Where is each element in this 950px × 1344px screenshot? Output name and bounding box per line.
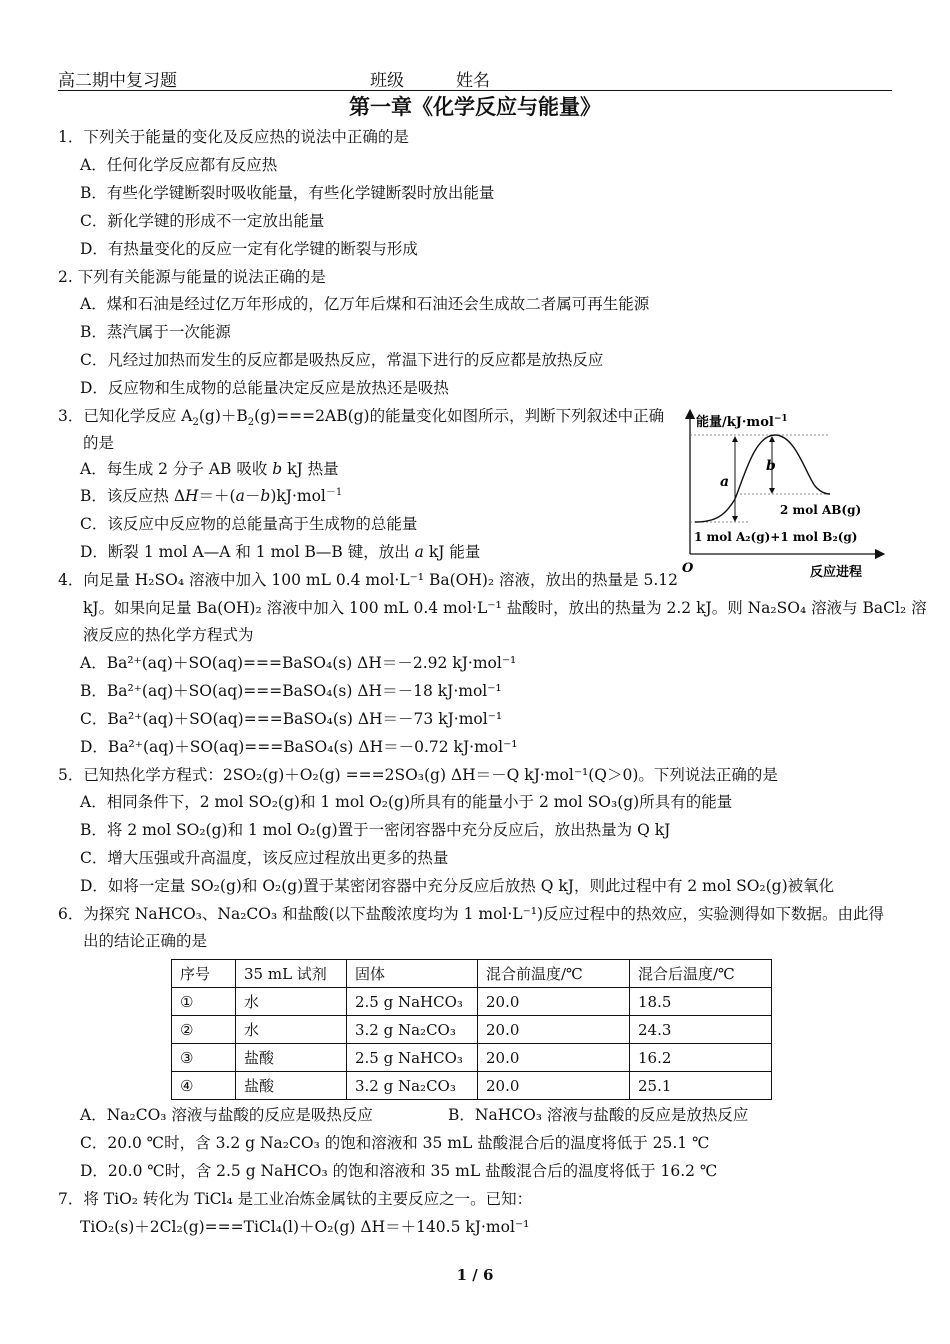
- table-cell: 2.5 g NaHCO₃: [347, 1044, 478, 1072]
- q1-stem: 1．下列关于能量的变化及反应热的说法中正确的是: [58, 128, 409, 146]
- q4-stem-line3: 液反应的热化学方程式为: [83, 626, 254, 644]
- q4-option-c: C．Ba²⁺(aq)＋SO(aq)===BaSO₄(s) ΔH＝－73 kJ·mol⁻¹: [80, 710, 503, 728]
- reactant-label: 1 mol A₂(g)+1 mol B₂(g): [694, 530, 858, 544]
- q2-option-c: C．凡经过加热而发生的反应都是吸热反应，常温下进行的反应都是放热反应: [80, 351, 604, 369]
- table-header-cell: 混合前温度/℃: [478, 960, 630, 988]
- q5-option-d: D．如将一定量 SO₂(g)和 O₂(g)置于某密闭容器中充分反应后放热 Q kJ，则此过程中有 2 mol SO₂(g)被氧化: [80, 877, 835, 895]
- q6-option-a: A．Na₂CO₃ 溶液与盐酸的反应是吸热反应: [80, 1106, 373, 1124]
- q5-stem: 5．已知热化学方程式：2SO₂(g)＋O₂(g) ===2SO₃(g) ΔH＝－Q kJ·mol⁻¹(Q＞0)。下列说法正确的是: [58, 766, 778, 784]
- table-cell: 3.2 g Na₂CO₃: [347, 1072, 478, 1100]
- table-header-cell: 固体: [347, 960, 478, 988]
- table-row: [172, 988, 772, 1016]
- q2-option-b: B．蒸汽属于一次能源: [80, 323, 231, 341]
- table-cell: 16.2: [630, 1044, 772, 1072]
- origin-label: O: [682, 561, 694, 576]
- q2-option-d: D．反应物和生成物的总能量决定反应是放热还是吸热: [80, 379, 449, 397]
- table-cell: 20.0: [478, 1016, 630, 1044]
- q6-data-table: [171, 959, 772, 1100]
- q4-option-d: D．Ba²⁺(aq)＋SO(aq)===BaSO₄(s) ΔH＝－0.72 kJ·mol⁻¹: [80, 738, 518, 756]
- q3-option-b: B．该反应热 ΔH＝＋(a－b)kJ·mol$^{-1}$: [80, 486, 343, 505]
- table-cell: 盐酸: [236, 1044, 347, 1072]
- table-cell: 20.0: [478, 1072, 630, 1100]
- table-header-row: [172, 960, 772, 988]
- table-cell: ②: [172, 1016, 236, 1044]
- header-course: 高二期中复习题: [58, 71, 177, 91]
- table-cell: 水: [236, 988, 347, 1016]
- table-cell: 水: [236, 1016, 347, 1044]
- table-row: [172, 1044, 772, 1072]
- q7-equation: TiO₂(s)＋2Cl₂(g)===TiCl₄(l)＋O₂(g) ΔH＝＋140.5 kJ·mol⁻¹: [80, 1218, 530, 1236]
- q4-stem: 4．向足量 H₂SO₄ 溶液中加入 100 mL 0.4 mol·L⁻¹ Ba(OH)₂ 溶液，放出的热量是 5.12: [58, 571, 678, 589]
- q4-option-a: A．Ba²⁺(aq)＋SO(aq)===BaSO₄(s) ΔH＝－2.92 kJ·mol⁻¹: [80, 654, 517, 672]
- q5-option-a: A．相同条件下，2 mol SO₂(g)和 1 mol O₂(g)所具有的能量小于 2 mol SO₃(g)所具有的能量: [80, 793, 733, 811]
- table-row: [172, 1072, 772, 1100]
- q5-option-c: C．增大压强或升高温度，该反应过程放出更多的热量: [80, 849, 449, 867]
- header-name-label: 姓名: [456, 71, 490, 91]
- header-class-label: 班级: [370, 71, 404, 91]
- q4-option-b: B．Ba²⁺(aq)＋SO(aq)===BaSO₄(s) ΔH＝－18 kJ·mol⁻¹: [80, 682, 502, 700]
- table-cell: 25.1: [630, 1072, 772, 1100]
- q6-option-b: B．NaHCO₃ 溶液与盐酸的反应是放热反应: [448, 1106, 749, 1124]
- table-cell: ③: [172, 1044, 236, 1072]
- table-cell: 盐酸: [236, 1072, 347, 1100]
- q6-stem: 6．为探究 NaHCO₃、Na₂CO₃ 和盐酸(以下盐酸浓度均为 1 mol·L⁻¹)反应过程中的热效应，实验测得如下数据。由此得: [58, 905, 885, 923]
- q3-stem: 3．已知化学反应 $A_2(g)+B_2(g)===2AB(g)$的能量变化如图所示，判断下列叙述中正确: [58, 407, 665, 429]
- q7-stem: 7．将 TiO₂ 转化为 TiCl₄ 是工业冶炼金属钛的主要反应之一。已知：: [58, 1190, 533, 1208]
- table-cell: ①: [172, 988, 236, 1016]
- q4-stem-line2: kJ。如果向足量 Ba(OH)₂ 溶液中加入 100 mL 0.4 mol·L⁻¹ 盐酸时，放出的热量为 2.2 kJ。则 Na₂SO₄ 溶液与 BaCl₂ 溶: [83, 599, 927, 617]
- q6-option-c: C．20.0 ℃时，含 3.2 g Na₂CO₃ 的饱和溶液和 35 mL 盐酸混合后的温度将低于 25.1 ℃: [80, 1134, 710, 1152]
- label-a: a: [720, 474, 730, 490]
- page-number: 1 / 6: [456, 1266, 494, 1284]
- table-cell: 3.2 g Na₂CO₃: [347, 1016, 478, 1044]
- q1-option-a: A．任何化学反应都有反应热: [80, 156, 278, 174]
- table-cell: 24.3: [630, 1016, 772, 1044]
- table-cell: 2.5 g NaHCO₃: [347, 988, 478, 1016]
- table-cell: 20.0: [478, 988, 630, 1016]
- q3-option-a: A．每生成 2 分子 AB 吸收 b kJ 热量: [80, 460, 339, 478]
- q1-option-b: B．有些化学键断裂时吸收能量，有些化学键断裂时放出能量: [80, 184, 495, 202]
- table-cell: ④: [172, 1072, 236, 1100]
- q6-option-d: D．20.0 ℃时，含 2.5 g NaHCO₃ 的饱和溶液和 35 mL 盐酸混合后的温度将低于 16.2 ℃: [80, 1162, 718, 1180]
- table-cell: 20.0: [478, 1044, 630, 1072]
- q5-option-b: B．将 2 mol SO₂(g)和 1 mol O₂(g)置于一密闭容器中充分反应后，放出热量为 Q kJ: [80, 821, 671, 839]
- q3-option-d: D．断裂 1 mol A—A 和 1 mol B—B 键，放出 a kJ 能量: [80, 543, 481, 561]
- table-row: [172, 1016, 772, 1044]
- chapter-title: 第一章《化学反应与能量》: [349, 95, 601, 119]
- page-header: [58, 66, 892, 91]
- table-header-cell: 混合后温度/℃: [630, 960, 772, 988]
- q3-stem-cont: 的是: [83, 434, 115, 452]
- q6-stem-line2: 出的结论正确的是: [83, 932, 208, 950]
- energy-diagram: [680, 404, 890, 580]
- q2-stem: 2. 下列有关能源与能量的说法正确的是: [58, 268, 326, 286]
- table-cell: 18.5: [630, 988, 772, 1016]
- q1-option-d: D．有热量变化的反应一定有化学键的断裂与形成: [80, 240, 418, 258]
- y-axis-label: 能量/kJ·mol$^{-1}$: [696, 414, 788, 430]
- q2-option-a: A．煤和石油是经过亿万年形成的，亿万年后煤和石油还会生成故二者属可再生能源: [80, 295, 650, 313]
- q3-option-c: C．该反应中反应物的总能量高于生成物的总能量: [80, 515, 418, 533]
- q1-option-c: C．新化学键的形成不一定放出能量: [80, 212, 325, 230]
- product-label: 2 mol AB(g): [780, 503, 862, 517]
- table-header-cell: 序号: [172, 960, 236, 988]
- table-header-cell: 35 mL 试剂: [236, 960, 347, 988]
- x-axis-label: 反应进程: [810, 565, 863, 580]
- label-b: b: [766, 458, 776, 474]
